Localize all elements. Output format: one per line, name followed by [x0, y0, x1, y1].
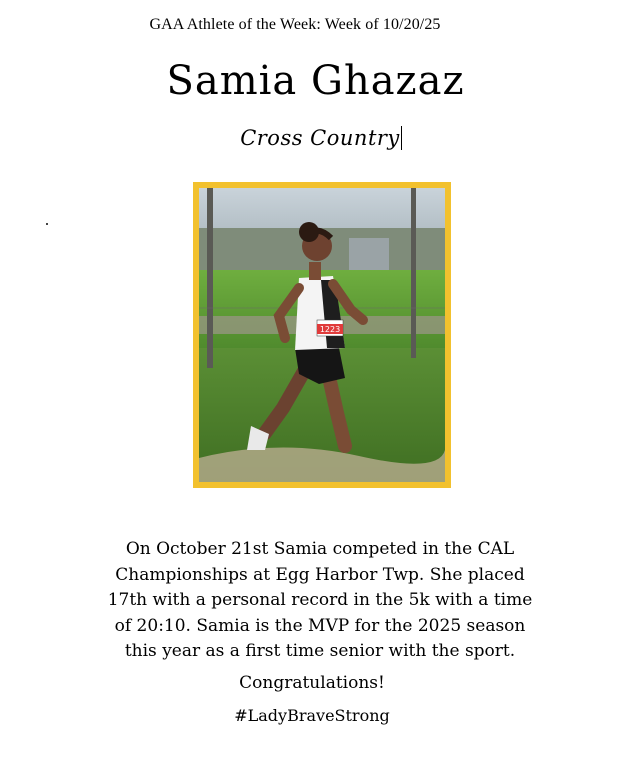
congratulations-text: Congratulations! [239, 673, 385, 693]
athlete-photo-frame [193, 182, 451, 488]
fence-post-left [207, 188, 213, 368]
sport-label-wrapper [0, 126, 619, 150]
photo-building [349, 238, 389, 273]
achievement-description [60, 537, 580, 665]
bib-number: 1223 [319, 325, 341, 334]
description-line: this year as a first time senior with the sport. [124, 641, 516, 661]
athlete-photo [199, 188, 445, 482]
description-line: Championships at Egg Harbor Twp. She placed [115, 564, 525, 585]
description-line: On October 21st Samia competed in the CAL [125, 539, 515, 559]
description-line: 17th with a personal record in the 5k with a time [107, 590, 533, 610]
fence-post-right [411, 188, 416, 358]
sport-label: Cross Country [240, 126, 400, 150]
description-line: of 20:10. Samia is the MVP for the 2025 season [114, 615, 526, 636]
stray-dot [46, 223, 48, 225]
hashtag-text: #LadyBraveStrong [234, 706, 390, 725]
text-cursor [401, 126, 402, 150]
athlete-name: Samia Ghazaz [166, 58, 465, 104]
page-header: GAA Athlete of the Week: Week of 10/20/25 [149, 16, 441, 33]
